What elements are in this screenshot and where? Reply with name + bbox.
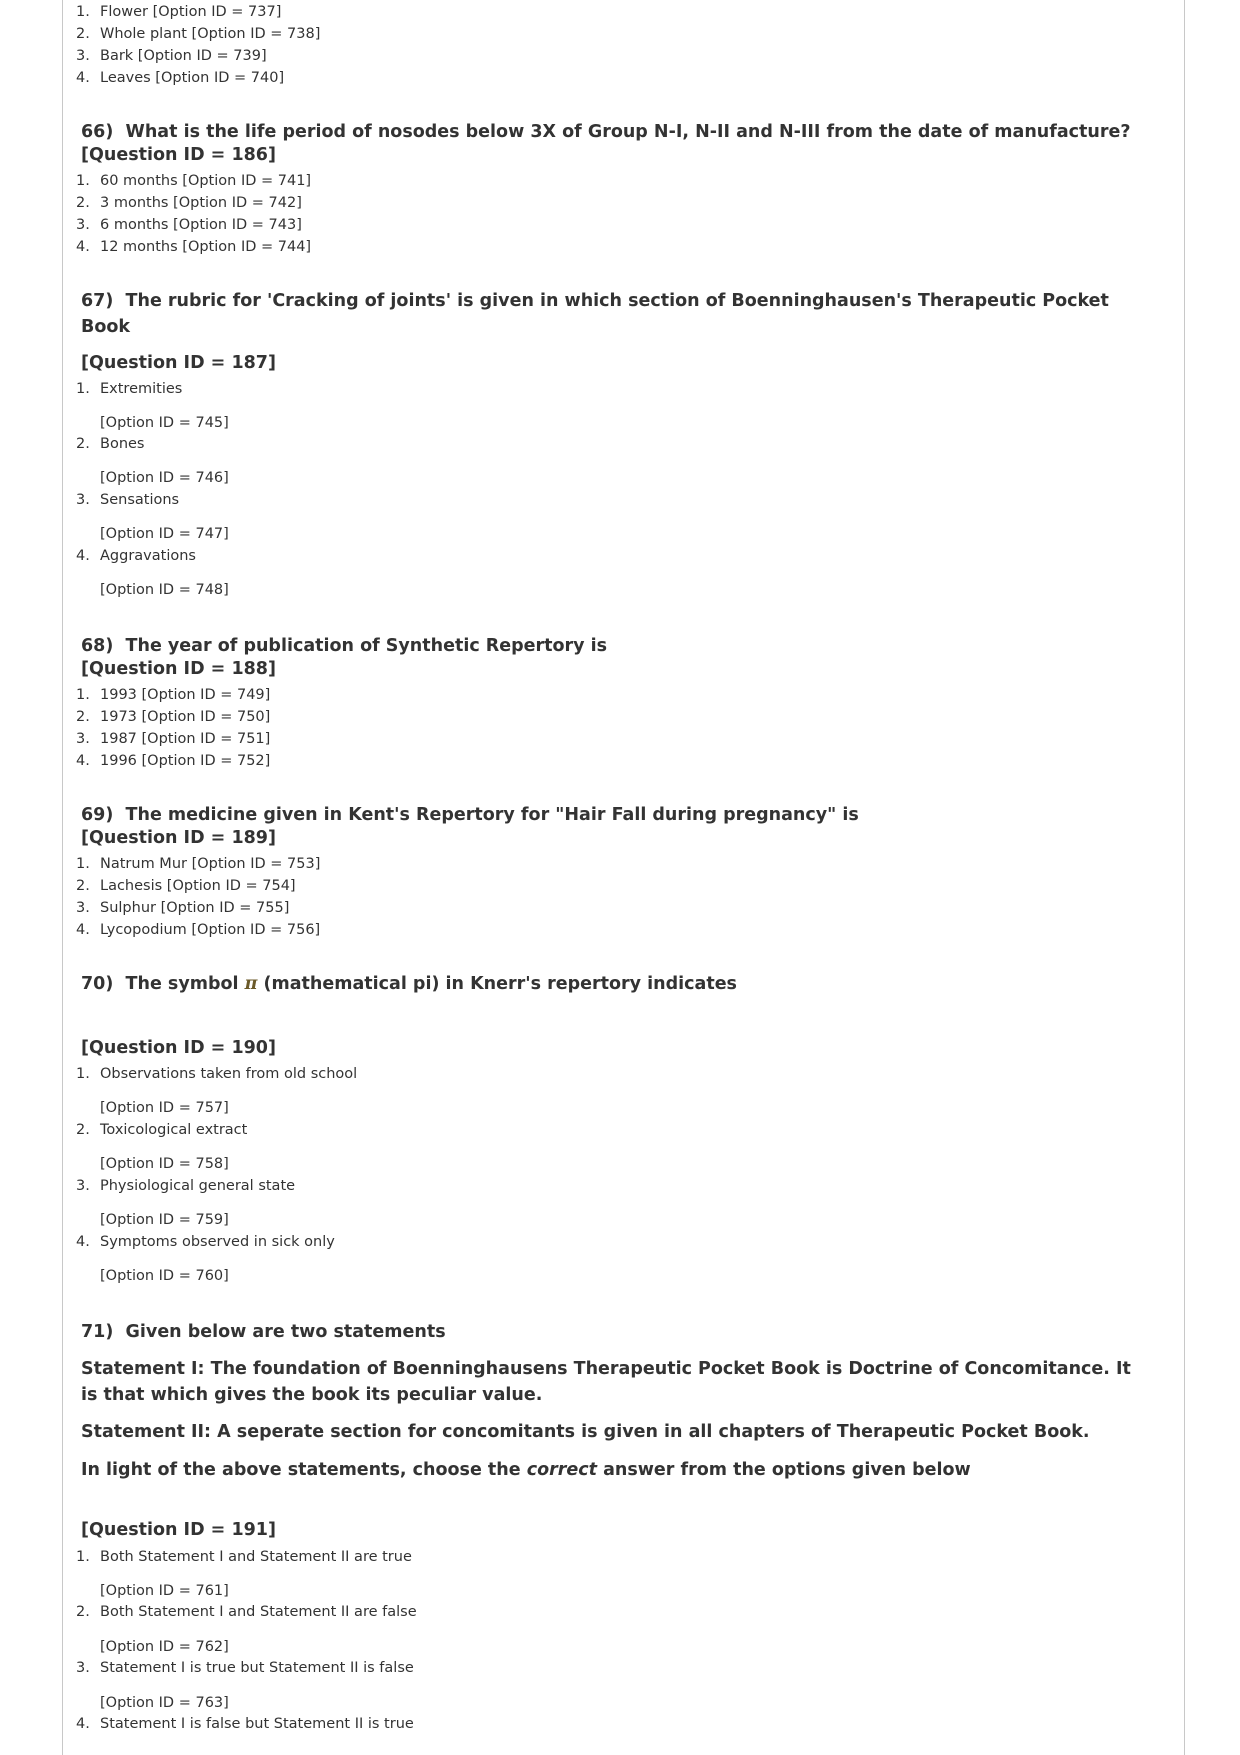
option-761-id: [Option ID = 761]	[100, 1583, 229, 1599]
option-743: 3. 6 months [Option ID = 743]	[76, 217, 302, 233]
question-66-id: [Question ID = 186]	[81, 145, 276, 165]
question-70-text: 70) The symbol π (mathematical pi) in Knerr's repertory indicates	[81, 974, 737, 994]
option-740: 4. Leaves [Option ID = 740]	[76, 70, 285, 86]
option-757: 1. Observations taken from old school	[76, 1066, 358, 1082]
option-747-id: [Option ID = 747]	[100, 526, 229, 542]
option-738: 2. Whole plant [Option ID = 738]	[76, 26, 321, 42]
option-760: 4. Symptoms observed in sick only	[76, 1234, 335, 1250]
option-745: 1. Extremities	[76, 381, 183, 397]
question-66-text: 66) What is the life period of nosodes below 3X of Group N-I, N-II and N-III from the date of manufacture?	[81, 122, 1131, 142]
option-746: 2. Bones	[76, 436, 145, 452]
option-750: 2. 1973 [Option ID = 750]	[76, 709, 271, 725]
question-68-id: [Question ID = 188]	[81, 659, 276, 679]
option-739: 3. Bark [Option ID = 739]	[76, 48, 267, 64]
option-758-id: [Option ID = 758]	[100, 1156, 229, 1172]
option-745-id: [Option ID = 745]	[100, 415, 229, 431]
option-760-id: [Option ID = 760]	[100, 1268, 229, 1284]
option-744: 4. 12 months [Option ID = 744]	[76, 239, 312, 255]
option-755: 3. Sulphur [Option ID = 755]	[76, 900, 290, 916]
question-69-id: [Question ID = 189]	[81, 828, 276, 848]
question-68-text: 68) The year of publication of Synthetic Repertory is	[81, 636, 608, 656]
option-737: 1. Flower [Option ID = 737]	[76, 4, 282, 20]
option-762: 2. Both Statement I and Statement II are false	[76, 1604, 417, 1620]
option-749: 1. 1993 [Option ID = 749]	[76, 687, 271, 703]
pi-symbol-icon: π	[244, 974, 258, 994]
option-751: 3. 1987 [Option ID = 751]	[76, 731, 271, 747]
option-747: 3. Sensations	[76, 492, 180, 508]
question-67-text: 67) The rubric for 'Cracking of joints' is given in which section of Boenninghausen's Therapeutic Pocket Book	[81, 291, 1109, 337]
question-67-id: [Question ID = 187]	[81, 353, 276, 373]
option-742: 2. 3 months [Option ID = 742]	[76, 195, 302, 211]
option-759-id: [Option ID = 759]	[100, 1212, 229, 1228]
option-761: 1. Both Statement I and Statement II are true	[76, 1549, 412, 1565]
option-758: 2. Toxicological extract	[76, 1122, 248, 1138]
option-759: 3. Physiological general state	[76, 1178, 296, 1194]
statement-1: Statement I: The foundation of Boenninghausens Therapeutic Pocket Book is Doctrine of Concomitance. It is that which gives the book its peculiar value.	[81, 1359, 1131, 1405]
question-70-id: [Question ID = 190]	[81, 1038, 276, 1058]
option-748: 4. Aggravations	[76, 548, 196, 564]
option-746-id: [Option ID = 746]	[100, 470, 229, 486]
option-741: 1. 60 months [Option ID = 741]	[76, 173, 312, 189]
question-71-id: [Question ID = 191]	[81, 1520, 276, 1540]
option-753: 1. Natrum Mur [Option ID = 753]	[76, 856, 321, 872]
option-762-id: [Option ID = 762]	[100, 1639, 229, 1655]
statement-2: Statement II: A seperate section for concomitants is given in all chapters of Therapeutic Pocket Book.	[81, 1422, 1090, 1442]
option-757-id: [Option ID = 757]	[100, 1100, 229, 1116]
instruction-text: In light of the above statements, choose the correct answer from the options given below	[81, 1460, 971, 1480]
option-763-id: [Option ID = 763]	[100, 1695, 229, 1711]
option-754: 2. Lachesis [Option ID = 754]	[76, 878, 296, 894]
option-764: 4. Statement I is false but Statement II is true	[76, 1716, 414, 1732]
question-71-text: 71) Given below are two statements	[81, 1322, 446, 1342]
option-756: 4. Lycopodium [Option ID = 756]	[76, 922, 321, 938]
option-763: 3. Statement I is true but Statement II is false	[76, 1660, 414, 1676]
option-752: 4. 1996 [Option ID = 752]	[76, 753, 271, 769]
option-748-id: [Option ID = 748]	[100, 582, 229, 598]
question-69-text: 69) The medicine given in Kent's Repertory for "Hair Fall during pregnancy" is	[81, 805, 859, 825]
